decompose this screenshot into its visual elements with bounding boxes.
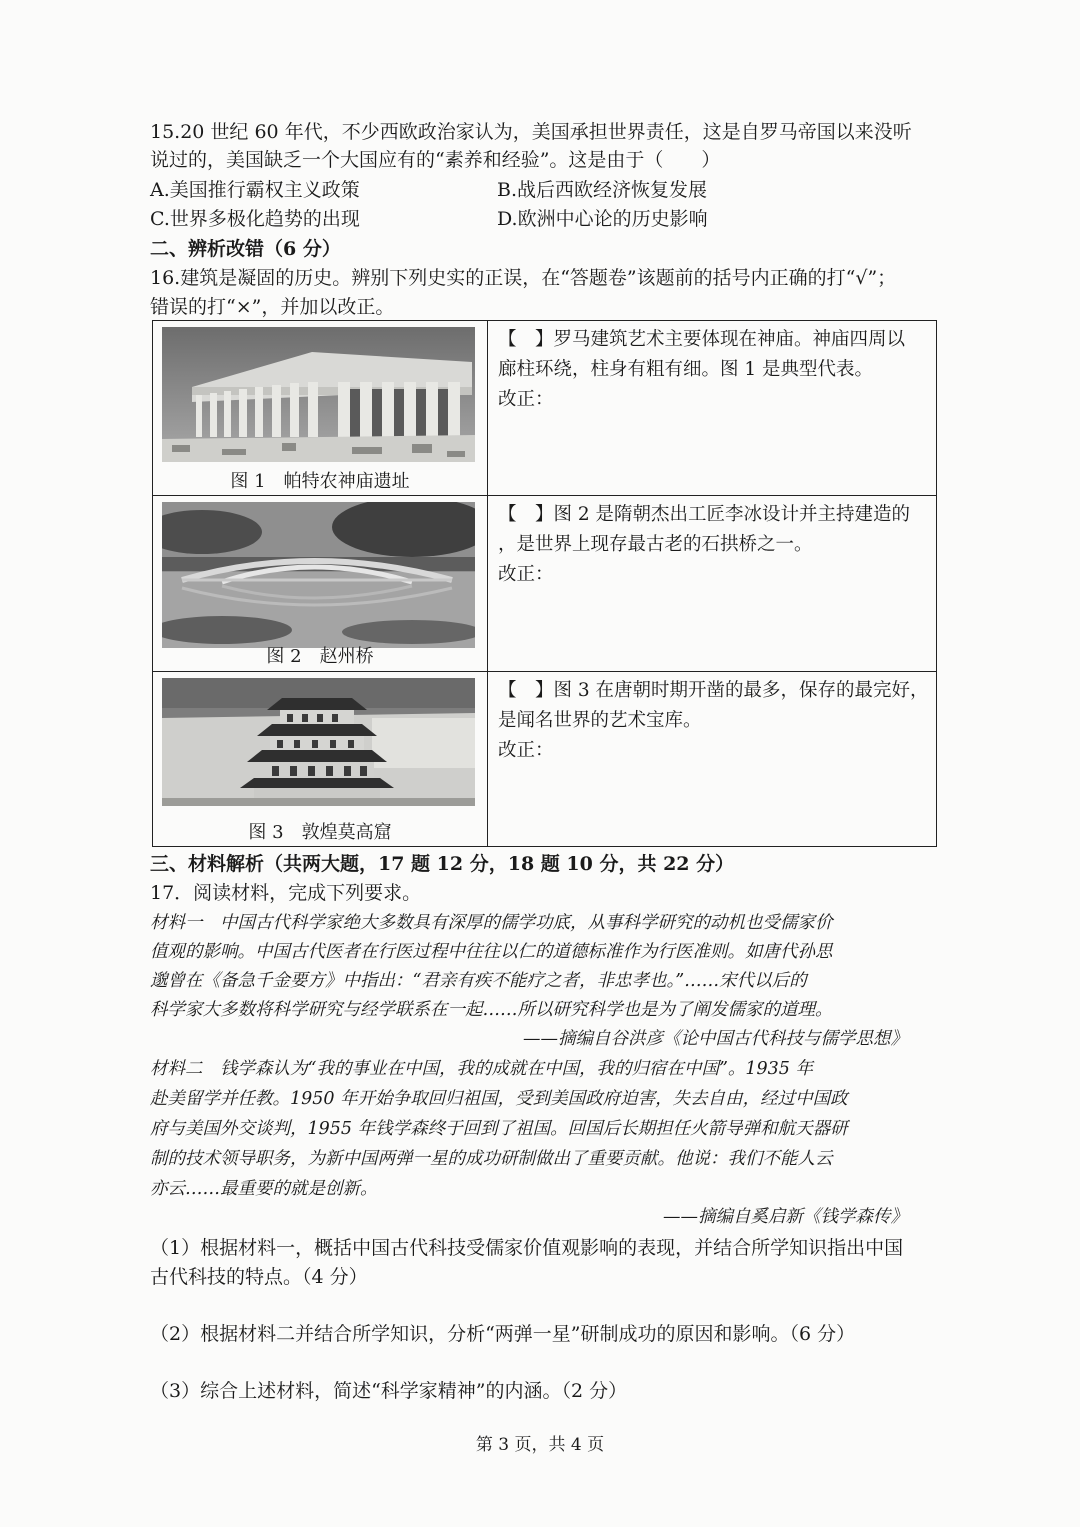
zhaozhou-bridge-image: [162, 502, 475, 648]
section2-title: 二、辨析改错（6 分）: [150, 238, 341, 260]
row2-statement-line2: ，是世界上现存最古老的石拱桥之一。: [498, 534, 813, 556]
material1-source: ——摘编自谷洪彦《论中国古代科技与儒学思想》: [523, 1029, 908, 1049]
section3-title: 三、材料解析（共两大题，17 题 12 分，18 题 10 分，共 22 分）: [150, 853, 735, 875]
subquestion-2: （2）根据材料二并结合所学知识，分析“两弹一星”研制成功的原因和影响。（6 分）: [150, 1323, 856, 1345]
row1-statement-line2: 廊柱环绕，柱身有粗有细。图 1 是典型代表。: [498, 359, 874, 380]
q16-line2: 错误的打“×”，并加以改正。: [150, 296, 395, 318]
q15-option-b: B.战后西欧经济恢复发展: [497, 179, 708, 201]
q16-table: [152, 320, 937, 847]
q15-option-c: C.世界多极化趋势的出现: [150, 208, 360, 230]
q16-row-3: [153, 671, 937, 846]
subquestion-3: （3）综合上述材料，简述“科学家精神”的内涵。（2 分）: [150, 1380, 628, 1402]
q15-option-d: D.欧洲中心论的历史影响: [497, 208, 708, 230]
row2-correction-label: 改正：: [498, 564, 554, 586]
row3-statement-line1: 【 】图 3 在唐朝时期开凿的最多，保存的最完好，: [498, 679, 929, 701]
row3-statement-line2: 是闻名世界的艺术宝库。: [498, 709, 702, 731]
parthenon-image: [162, 327, 475, 462]
row2-statement-line1: 【 】图 2 是隋朝杰出工匠李冰设计并主持建造的: [498, 504, 911, 526]
q17-intro: 17．阅读材料，完成下列要求。: [150, 882, 422, 904]
material2-line2: 赴美留学并任教。1950 年开始争取回归祖国，受到美国政府迫害，失去自由，经过中国政: [150, 1089, 848, 1109]
row3-correction-label: 改正：: [498, 739, 554, 761]
figure-1-caption: 图 1 帕特农神庙遗址: [230, 471, 410, 492]
material1-line4: 科学家大多数将科学研究与经学联系在一起……所以研究科学也是为了阐发儒家的道理。: [150, 1000, 833, 1020]
material2-line1: 材料二 钱学森认为“我的事业在中国，我的成就在中国，我的归宿在中国”。1935 年: [150, 1059, 813, 1079]
material2-line4: 制的技术领导职务，为新中国两弹一星的成功研制做出了重要贡献。他说：我们不能人云: [150, 1149, 833, 1169]
q16-row-1: [153, 321, 937, 496]
material1-line2: 值观的影响。中国古代医者在行医过程中往往以仁的道德标准作为行医准则。如唐代孙思: [150, 942, 833, 962]
q15-stem-line1: 15.20 世纪 60 年代，不少西欧政治家认为，美国承担世界责任，这是自罗马帝国以来没听: [150, 121, 912, 143]
row1-correction-label: 改正：: [498, 389, 554, 410]
subquestion-1-line1: （1）根据材料一，概括中国古代科技受儒家价值观影响的表现，并结合所学知识指出中国: [150, 1237, 904, 1259]
figure-3-caption: 图 3 敦煌莫高窟: [248, 821, 392, 843]
q16-line1: 16.建筑是凝固的历史。辨别下列史实的正误，在“答题卷”该题前的括号内正确的打“√”；: [150, 267, 897, 289]
material2-source: ——摘编自奚启新《钱学森传》: [663, 1207, 908, 1227]
material2-line3: 府与美国外交谈判，1955 年钱学森终于回到了祖国。回国后长期担任火箭导弹和航天器研: [150, 1119, 848, 1139]
row1-statement-line1: 【 】罗马建筑艺术主要体现在神庙。神庙四周以: [498, 329, 906, 350]
q15-stem-line2: 说过的，美国缺乏一个大国应有的“素养和经验”。这是由于（ ）: [150, 149, 721, 171]
q15-option-a: A.美国推行霸权主义政策: [150, 179, 360, 201]
figure-2-caption: 图 2 赵州桥: [266, 646, 374, 668]
material2-line5: 亦云……最重要的就是创新。: [150, 1179, 378, 1199]
page-number: 第 3 页，共 4 页: [475, 1435, 605, 1455]
subquestion-1-line2: 古代科技的特点。（4 分）: [150, 1266, 368, 1288]
material1-line3: 邈曾在《备急千金要方》中指出：“君亲有疾不能疗之者，非忠孝也。”……宋代以后的: [150, 971, 807, 991]
material1-line1: 材料一 中国古代科学家绝大多数具有深厚的儒学功底，从事科学研究的动机也受儒家价: [150, 913, 833, 933]
mogao-caves-image: [162, 678, 475, 806]
q16-row-2: [153, 496, 937, 671]
